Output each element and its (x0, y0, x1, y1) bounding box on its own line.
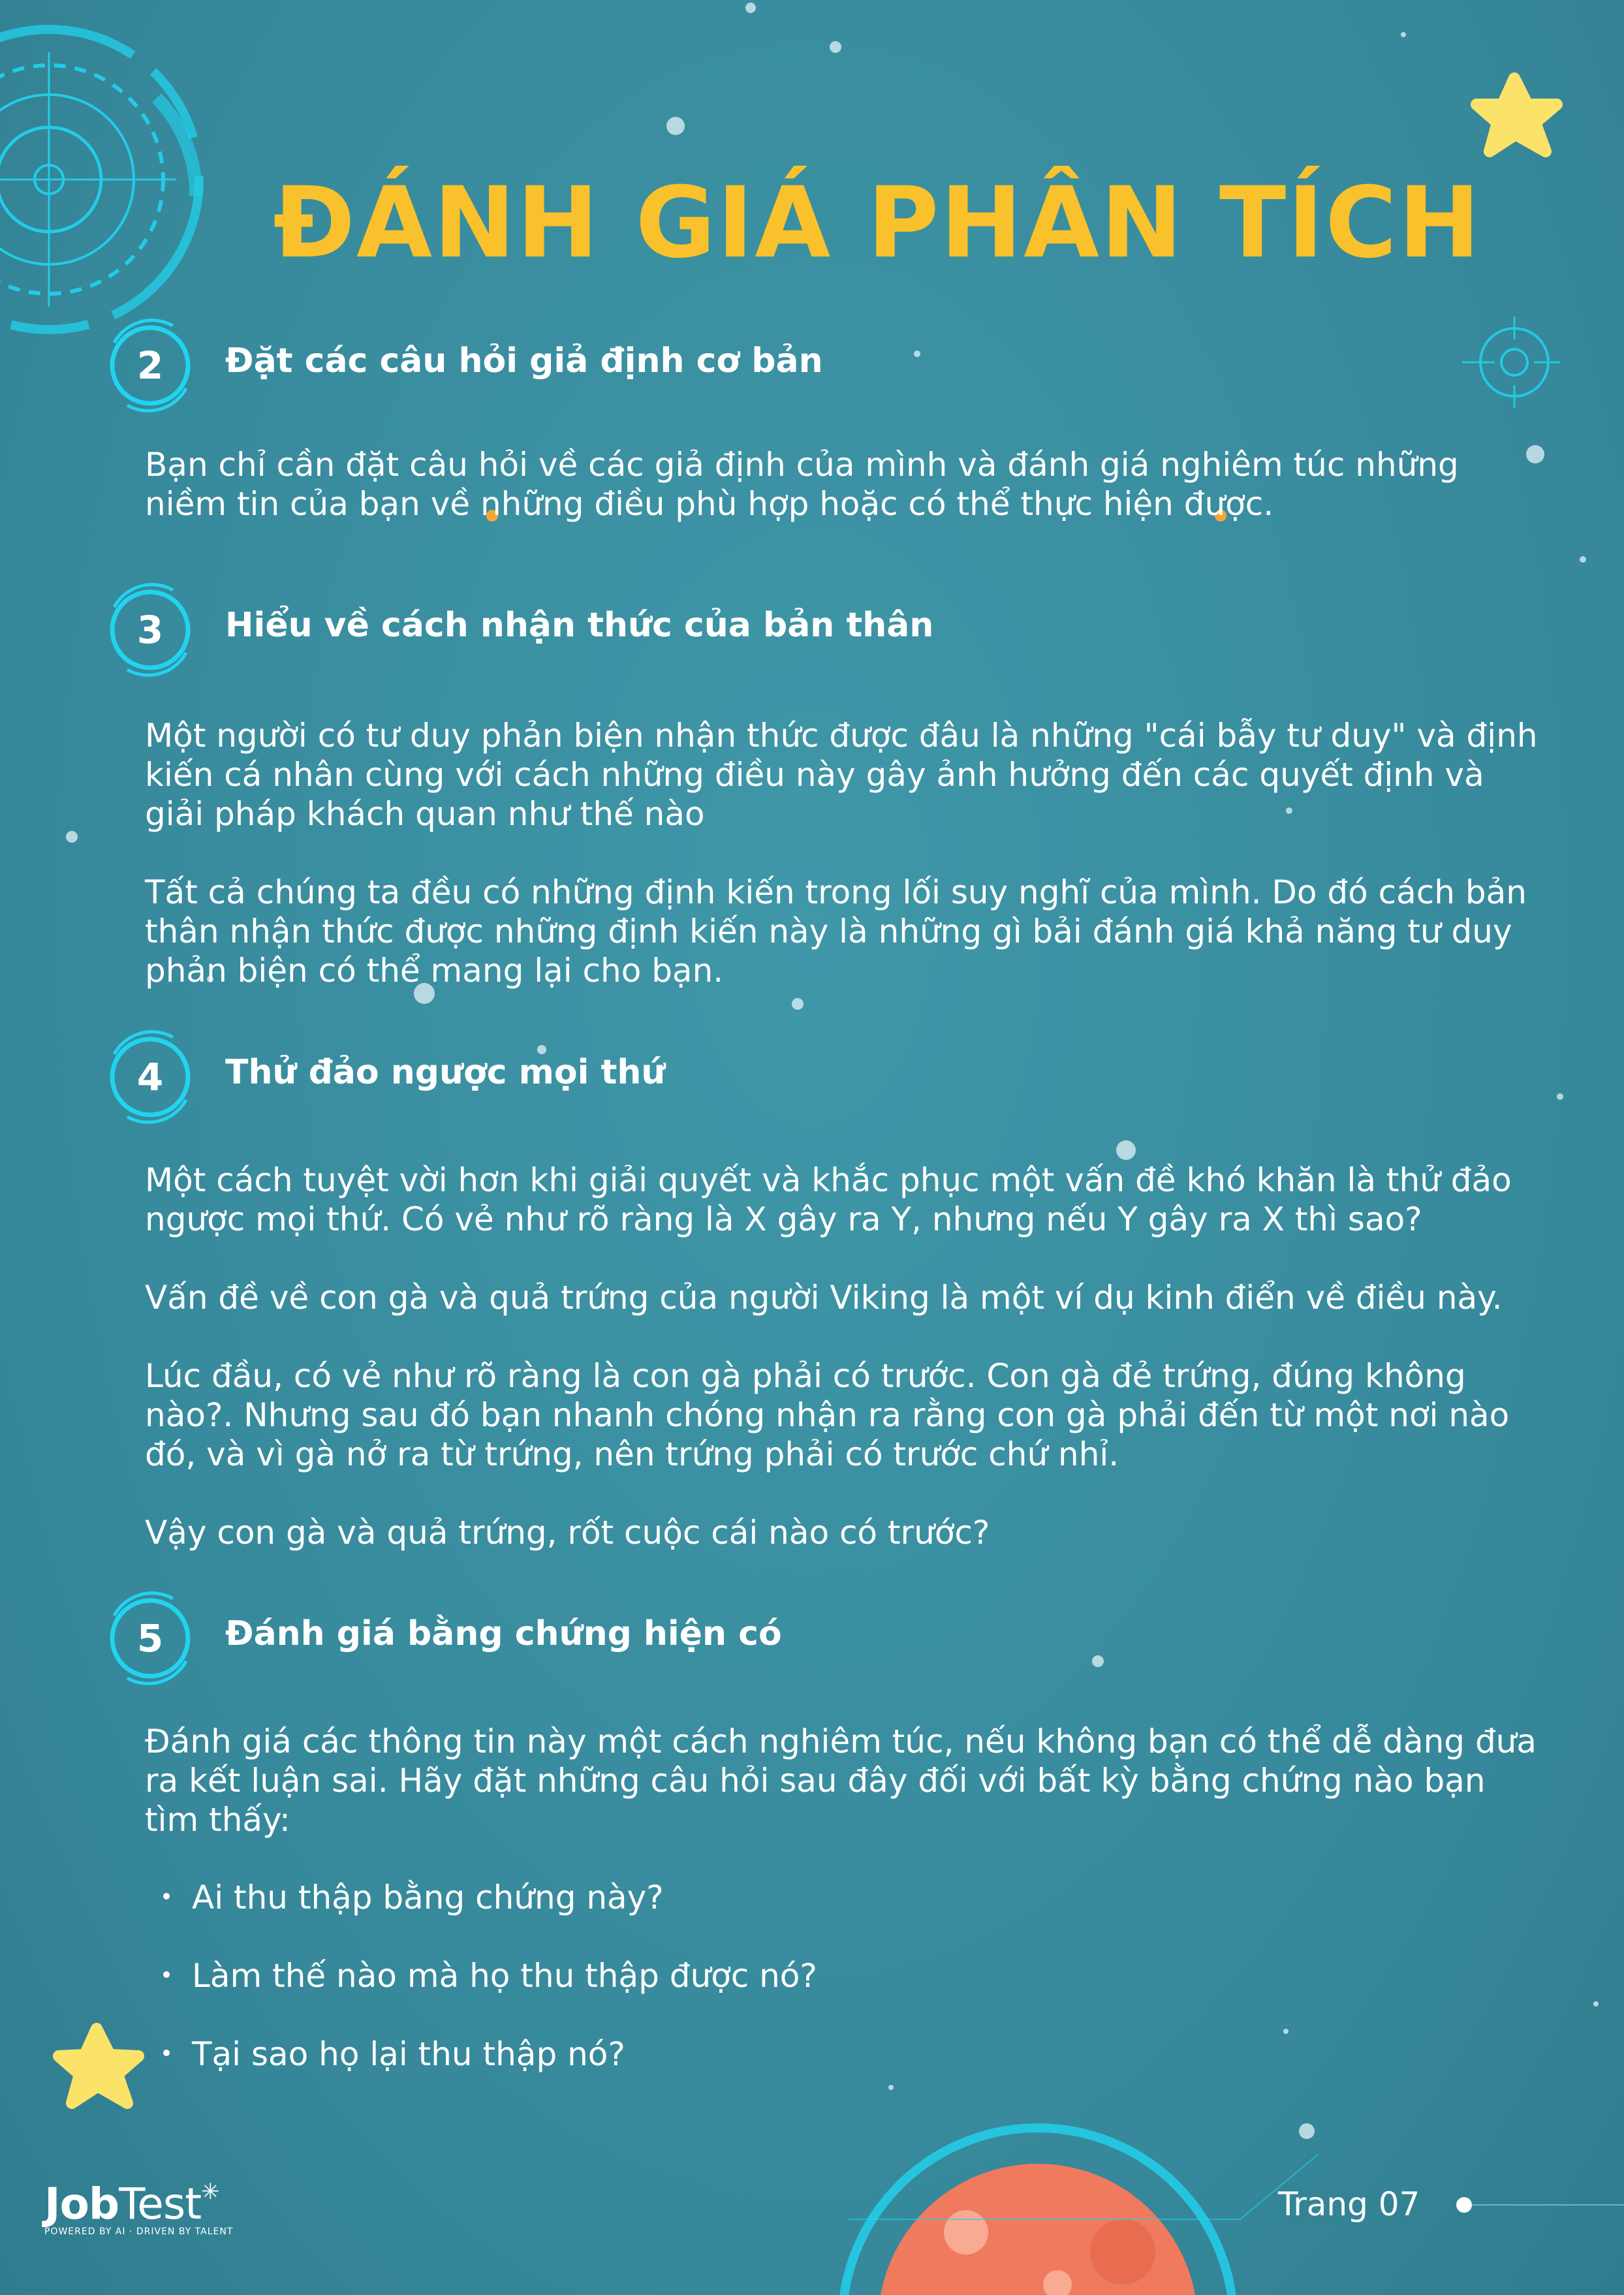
section-3-header (101, 581, 1472, 679)
bullet-icon (163, 2050, 170, 2056)
section-number: 2 (136, 343, 164, 388)
section-number: 5 (136, 1616, 164, 1661)
section-number: 3 (136, 608, 164, 652)
sparkle-icon: ✳ (201, 2179, 219, 2205)
star-icon-2 (59, 2029, 138, 2103)
bullet-icon (163, 1893, 170, 1899)
section-heading: Hiểu về cách nhận thức của bản thân (225, 606, 934, 645)
paragraph: Bạn chỉ cần đặt câu hỏi về các giả định của mình và đánh giá nghiêm túc những niềm tin của bạn về những điều phù hợp hoặc có thể thực hiện được. (145, 446, 1459, 523)
section-heading: Đánh giá bằng chứng hiện có (225, 1614, 782, 1653)
paragraph: Vấn đề về con gà và quả trứng của người Viking là một ví dụ kinh điển về điều này. (145, 1279, 1503, 1317)
list-item-text: Làm thế nào mà họ thu thập được nó? (192, 1957, 817, 1995)
number-badge (101, 1028, 199, 1126)
page-title: ĐÁNH GIÁ PHÂN TÍCH (273, 166, 1482, 280)
target-icon (1462, 317, 1560, 408)
bullet-icon (163, 1971, 170, 1978)
jobtest-logo (44, 2179, 233, 2237)
paragraph: Vậy con gà và quả trứng, rốt cuộc cái nào có trước? (145, 1514, 990, 1552)
list-item-text: Tại sao họ lại thu thập nó? (192, 2035, 625, 2073)
section-heading: Thử đảo ngược mọi thứ (225, 1053, 666, 1092)
paragraph: Lúc đầu, có vẻ như rõ ràng là con gà phải có trước. Con gà đẻ trứng, đúng không nào?. Nhưng sau đó bạn nhanh chóng nhận ra rằng con gà phải đến từ một nơi nào đó, và vì gà nở ra từ trứng, nên trứng phải có trước chứ nhỉ. (145, 1357, 1510, 1473)
paragraph: Một người có tư duy phản biện nhận thức được đâu là những "cái bẫy tư duy" và định kiến cá nhân cùng với cách những điều này gây ảnh hưởng đến các quyết định và giải pháp khách quan như thế nào (145, 717, 1538, 833)
paragraph: Tất cả chúng ta đều có những định kiến trong lối suy nghĩ của mình. Do đó cách bản thân nhận thức được những định kiến này là những gì bải đánh giá khả năng tư duy phản biện có thể mang lại cho bạn. (145, 873, 1527, 990)
logo-thin: Test (119, 2179, 202, 2229)
list-item (163, 1879, 664, 1916)
paragraph: Một cách tuyệt vời hơn khi giải quyết và khắc phục một vấn đề khó khăn là thử đảo ngược mọi thứ. Có vẻ như rõ ràng là X gây ra Y, nhưng nếu Y gây ra X thì sao? (145, 1161, 1512, 1238)
section-4-header (101, 1028, 1472, 1126)
section-number: 4 (136, 1055, 164, 1099)
section-heading: Đặt các câu hỏi giả định cơ bản (225, 341, 823, 381)
number-badge (101, 317, 199, 414)
planet-icon (842, 2128, 1319, 2295)
list-item (163, 2035, 625, 2073)
list-item (163, 1957, 817, 1995)
logo-bold: Job (44, 2179, 119, 2229)
number-badge (101, 581, 199, 679)
section-5-header (101, 1589, 1472, 1687)
list-item-text: Ai thu thập bằng chứng này? (192, 1879, 664, 1916)
section-2-header (101, 317, 1472, 414)
paragraph: Đánh giá các thông tin này một cách nghiêm túc, nếu không bạn có thể dễ dàng đưa ra kết luận sai. Hãy đặt những câu hỏi sau đây đối với bất kỳ bằng chứng nào bạn tìm thấy: (145, 1723, 1537, 1839)
logo-tagline: POWERED BY AI · DRIVEN BY TALENT (44, 2226, 234, 2237)
number-badge (101, 1589, 199, 1687)
page-number: Trang 07 (1278, 2185, 1420, 2223)
star-icon (1476, 78, 1557, 151)
